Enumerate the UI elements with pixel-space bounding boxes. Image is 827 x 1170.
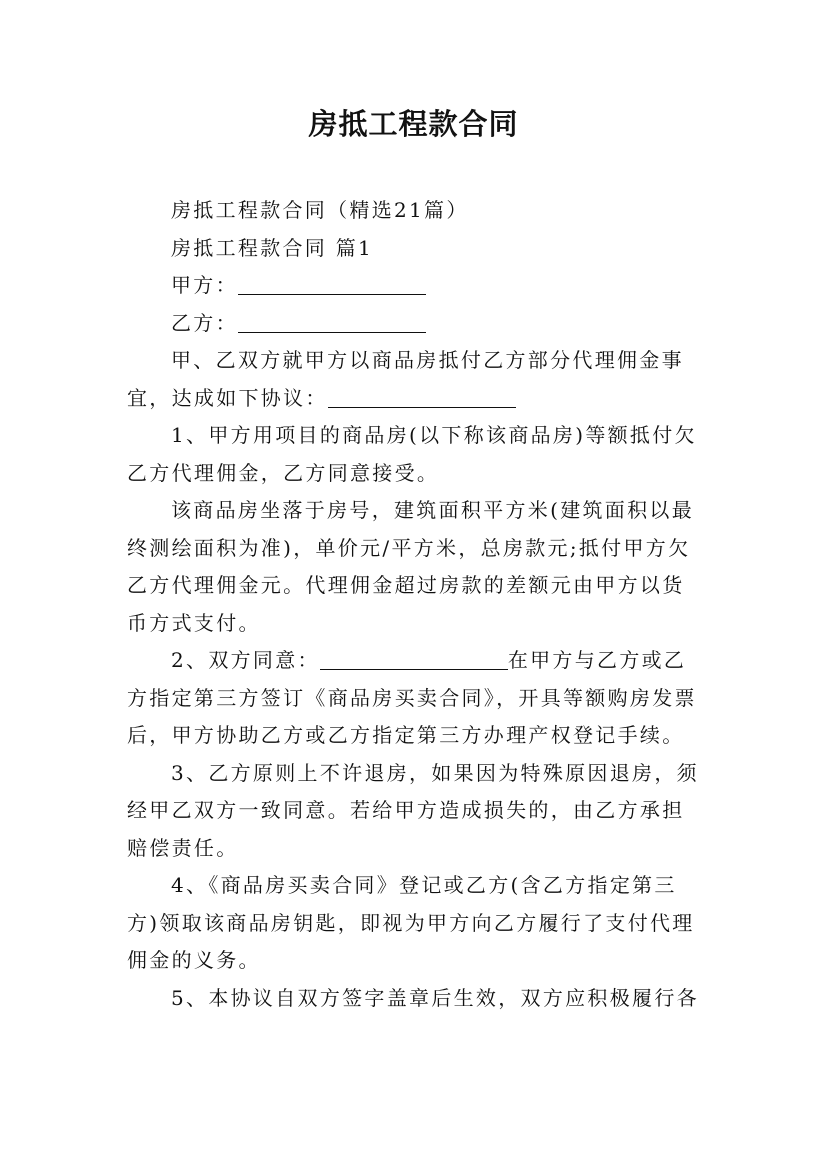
clause-2-blank (320, 647, 508, 670)
intro-blank (328, 385, 516, 408)
subtitle: 房抵工程款合同（精选21篇） (171, 198, 469, 222)
intro-paragraph (127, 342, 702, 417)
clause-5: 5、本协议自双方签字盖章后生效，双方应积极履行各 (171, 985, 699, 1010)
intro-text: 甲、乙双方就甲方以商品房抵付乙方部分代理佣金事宜，达成如下协议： (127, 348, 684, 410)
party-b-line (127, 305, 702, 343)
document-title: 房抵工程款合同 (308, 107, 519, 141)
clause-4: 4、《商品房买卖合同》登记或乙方(含乙方指定第三方)领取该商品房钥匙，即视为甲方向乙方履行了支付代理佣金的义务。 (127, 873, 695, 972)
document-body (127, 192, 702, 1017)
clause-1-detail: 该商品房坐落于房号，建筑面积平方米(建筑面积以最终测绘面积为准)，单价元/平方米，总房款元;抵付甲方欠乙方代理佣金元。代理佣金超过房款的差额元由甲方以货币方式支付。 (127, 498, 695, 635)
section-heading: 房抵工程款合同 篇1 (171, 235, 374, 260)
clause-3: 3、乙方原则上不许退房，如果因为特殊原因退房，须经甲乙双方一致同意。若给甲方造成损失的，由乙方承担赔偿责任。 (127, 760, 699, 860)
party-a-line (127, 267, 702, 305)
clause-1: 1、甲方用项目的商品房(以下称该商品房)等额抵付欠乙方代理佣金，乙方同意接受。 (127, 423, 697, 485)
party-b-blank (238, 310, 426, 333)
party-b-label: 乙方： (171, 310, 238, 335)
clause-2 (127, 642, 702, 755)
party-a-blank (238, 272, 426, 295)
clause-2-start: 2、双方同意： (171, 648, 320, 672)
party-a-label: 甲方： (171, 273, 238, 297)
clause-2-end: 在甲方与乙方或乙方指定第三方签订《商品房买卖合同》，开具等额购房发票后，甲方协助乙方或乙方指定第三方办理产权登记手续。 (127, 648, 697, 747)
